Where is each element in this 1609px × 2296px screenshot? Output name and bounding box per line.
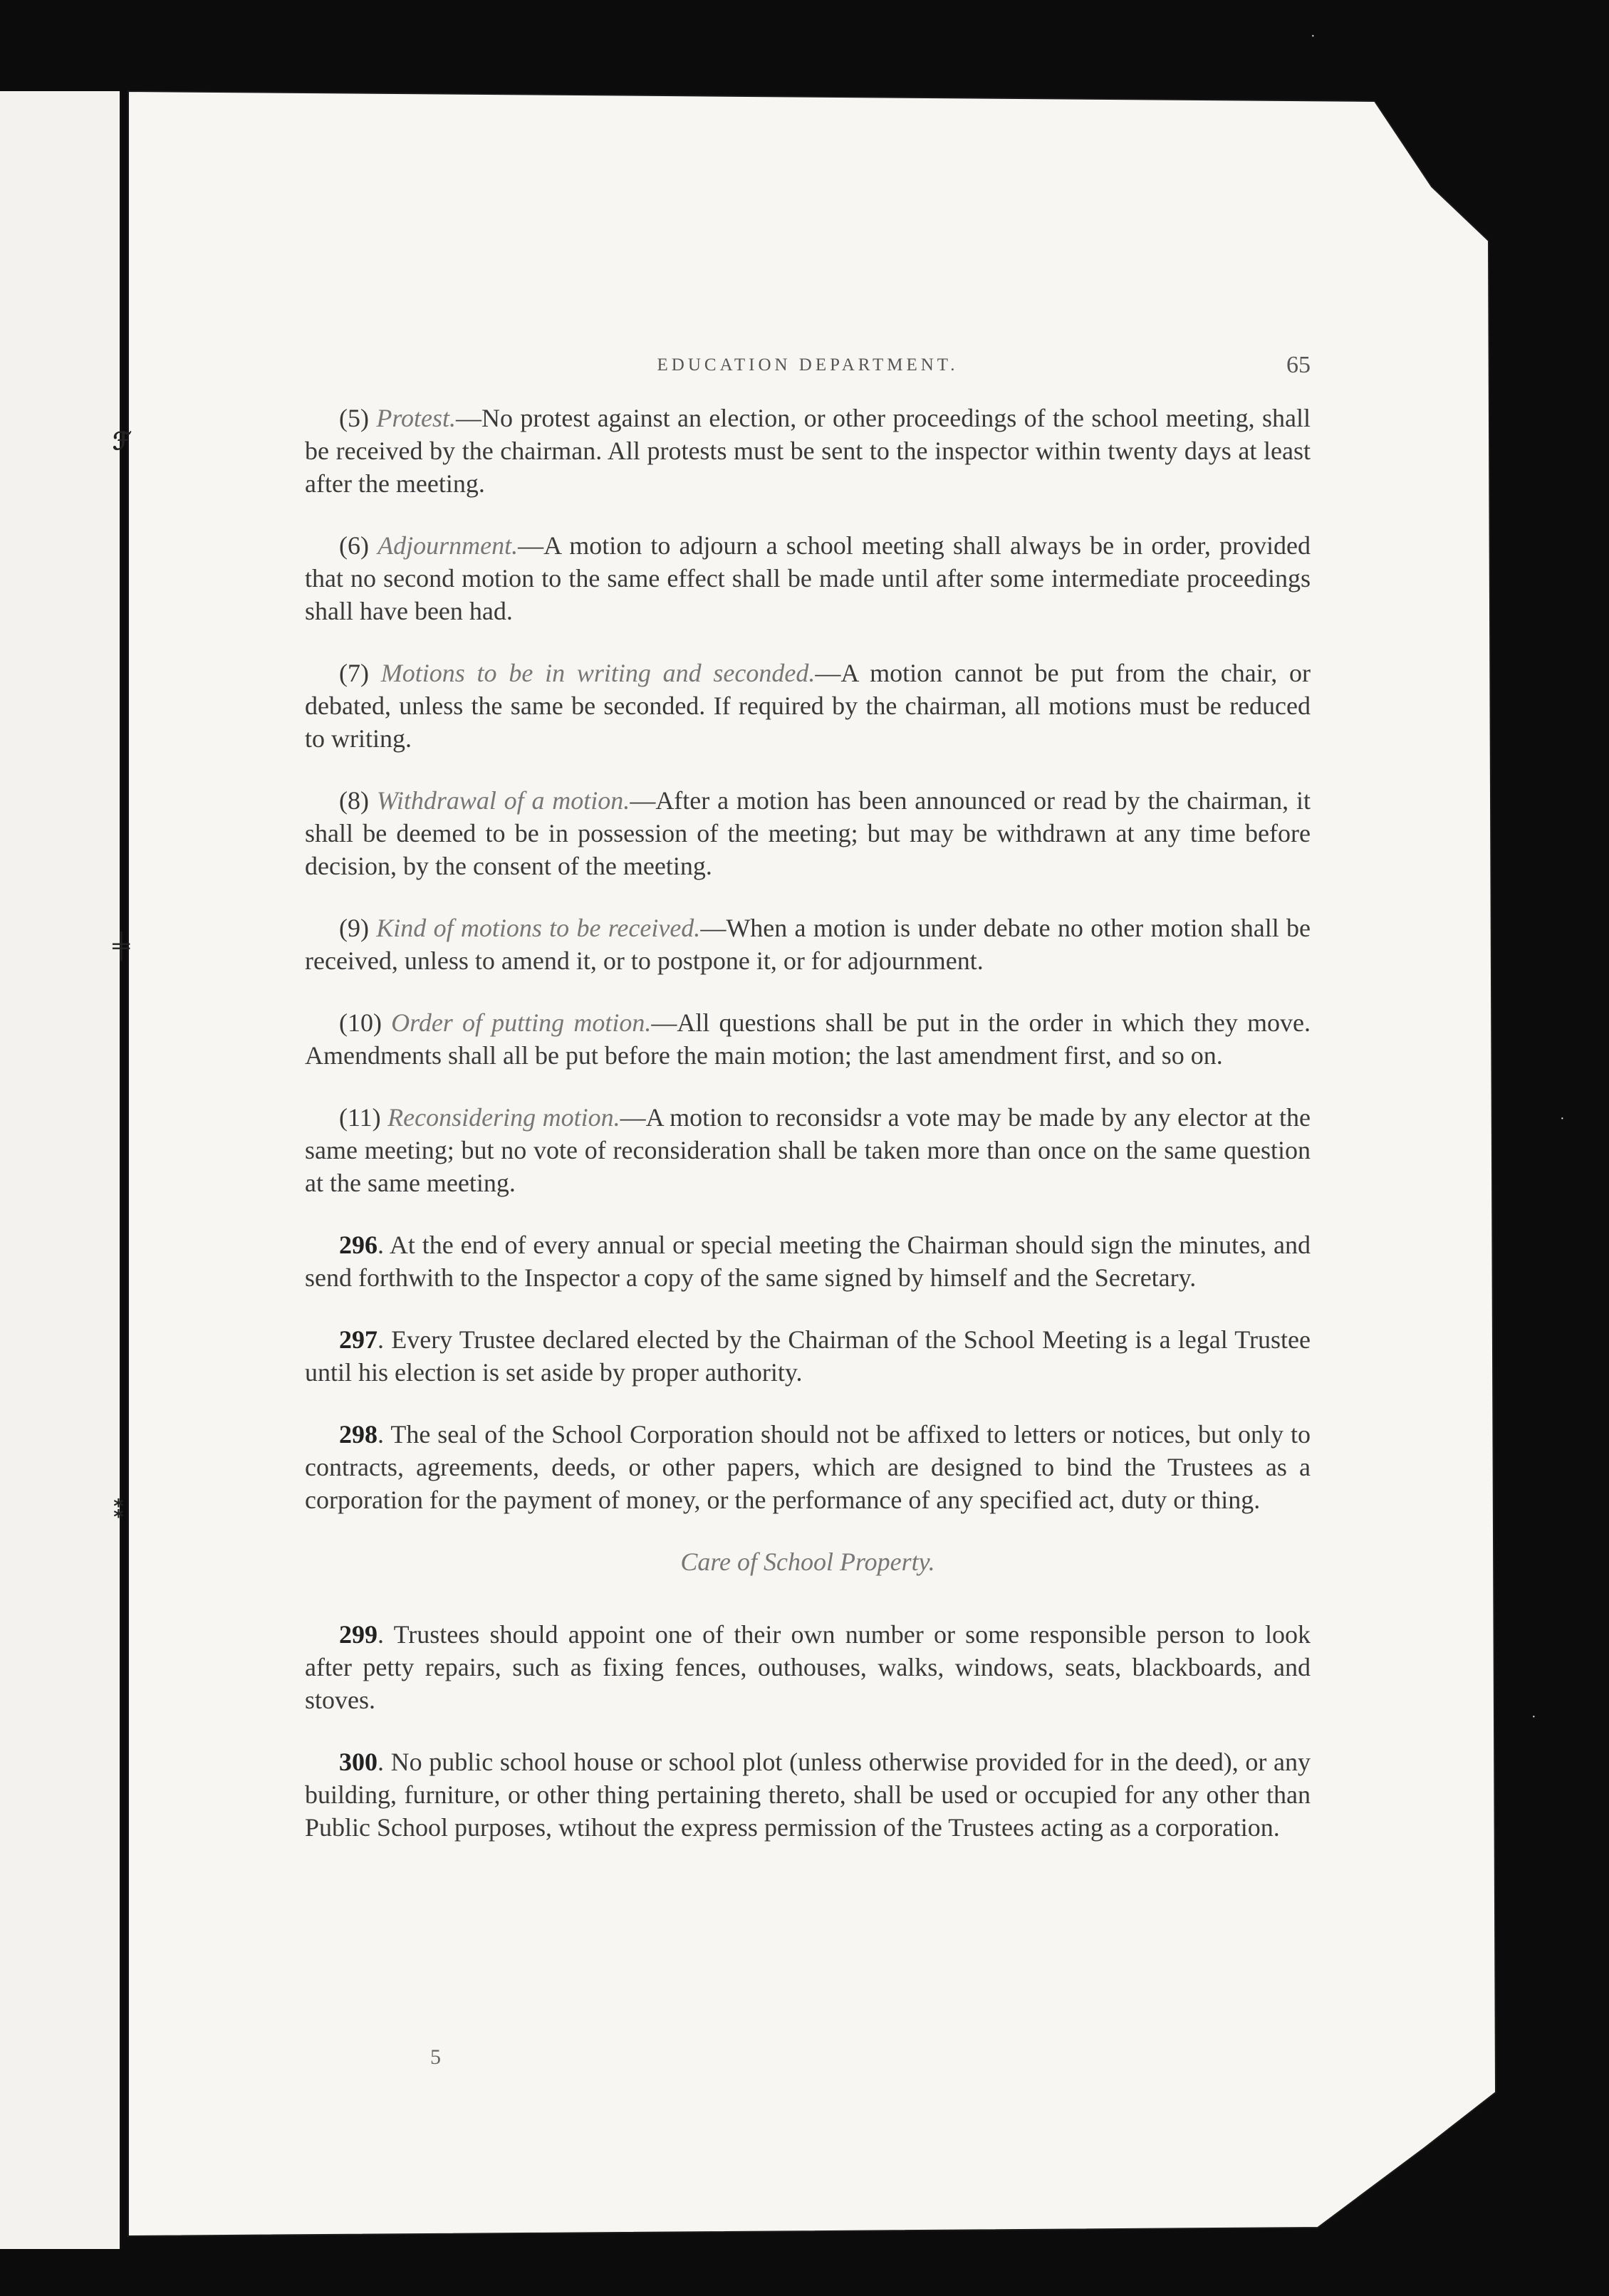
clause-number: (5): [339, 404, 369, 432]
section-text: . The seal of the School Corporation should not be affixed to letters or notices, but only to contracts, agreements, deeds, or other papers, which are designed to bind the Trustees as a corporation for the payment of money, or the performance of any specified act, duty or thing.: [305, 1420, 1311, 1514]
section-list: [305, 1228, 1311, 1516]
page-number: 65: [1286, 352, 1311, 378]
section-paragraph: [305, 1323, 1311, 1389]
section-paragraph: [305, 1618, 1311, 1716]
running-head: [305, 349, 1311, 392]
clause-paragraph: [305, 657, 1311, 755]
clause-title: Protest.: [376, 404, 456, 432]
clause-paragraph: [305, 402, 1311, 500]
clause-paragraph: [305, 912, 1311, 977]
clause-title: Order of putting motion.: [391, 1008, 652, 1037]
section-text: . Every Trustee declared elected by the Chairman of the School Meeting is a legal Trustee until his election is set aside by proper authority.: [305, 1325, 1311, 1387]
clause-number: (11): [339, 1103, 381, 1132]
section-text: . No public school house or school plot (unless otherwise provided for in the deed), or any building, furniture, or other thing pertaining thereto, shall be used or occupied for any other than Public School purposes, wtihout the express permission of the Trustees acting as a corporation.: [305, 1748, 1311, 1842]
clause-list: [305, 402, 1311, 1199]
clause-text: —A motion cannot be put from the chair, or debated, unless the same be seconded. If required by the chairman, all motions must be reduced to writing.: [305, 659, 1311, 753]
section-paragraph: [305, 1418, 1311, 1516]
gutter-mark: ℱ: [113, 429, 132, 455]
clause-title: Kind of motions to be received.: [376, 914, 701, 942]
clause-text: —A motion to reconsidsr a vote may be made by any elector at the same meeting; but no vote of reconsideration shall be taken more than once on the same question at the same meeting.: [305, 1103, 1311, 1197]
subheading: Care of School Property.: [680, 1548, 935, 1576]
clause-text: —When a motion is under debate no other motion shall be received, unless to amend it, or to postpone it, or for adjournment.: [305, 914, 1311, 975]
section-paragraph: [305, 1228, 1311, 1294]
clause-paragraph: [305, 529, 1311, 627]
clause-paragraph: [305, 784, 1311, 882]
section-number: 298: [339, 1420, 377, 1449]
scan-speck: ·: [1531, 1709, 1536, 1725]
section-number: 296: [339, 1231, 377, 1259]
section-number: 297: [339, 1325, 377, 1354]
scan-speck: ·: [1560, 1111, 1565, 1127]
clause-paragraph: [305, 1006, 1311, 1072]
clause-paragraph: [305, 1101, 1311, 1199]
section-list: [305, 1618, 1311, 1844]
running-title: EDUCATION DEPARTMENT.: [657, 355, 959, 375]
clause-number: (9): [339, 914, 369, 942]
clause-text: —All questions shall be put in the order in which they move. Amendments shall all be put before the main motion; the last amendment first, and so on.: [305, 1008, 1311, 1070]
section-text: . Trustees should appoint one of their own number or some responsible person to look after petty repairs, such as fixing fences, outhouses, walks, windows, seats, blackboards, and stoves.: [305, 1620, 1311, 1714]
clause-title: Reconsidering motion.: [387, 1103, 620, 1132]
gutter-mark: ╪: [113, 933, 130, 959]
clause-number: (8): [339, 786, 369, 815]
scan-speck: ·: [1311, 28, 1316, 44]
signature-mark: 5: [430, 2045, 441, 2069]
clause-number: (6): [339, 531, 369, 560]
clause-title: Withdrawal of a motion.: [376, 786, 630, 815]
section-number: 299: [339, 1620, 377, 1649]
clause-text: —After a motion has been announced or read by the chairman, it shall be deemed to be in possession of the meeting; but may be withdrawn at any time before decision, by the consent of the meeting.: [305, 786, 1311, 880]
clause-text: —A motion to adjourn a school meeting shall always be in order, provided that no second motion to the same effect shall be made until after some intermediate proceedings shall have been had.: [305, 531, 1311, 625]
section-number: 300: [339, 1748, 377, 1776]
clause-title: Adjournment.: [377, 531, 519, 560]
clause-number: (10): [339, 1008, 382, 1037]
gutter-mark: ⁑: [113, 1497, 125, 1523]
page-content: [305, 349, 1311, 1873]
section-text: . At the end of every annual or special meeting the Chairman should sign the minutes, and send forthwith to the Inspector a copy of the same signed by himself and the Secretary.: [305, 1231, 1311, 1292]
section-paragraph: [305, 1746, 1311, 1844]
clause-text: —No protest against an election, or other proceedings of the school meeting, shall be received by the chairman. All protests must be sent to the inspector within twenty days at least after the meeting.: [305, 404, 1311, 498]
clause-number: (7): [339, 659, 369, 687]
clause-title: Motions to be in writing and seconded.: [380, 659, 816, 687]
